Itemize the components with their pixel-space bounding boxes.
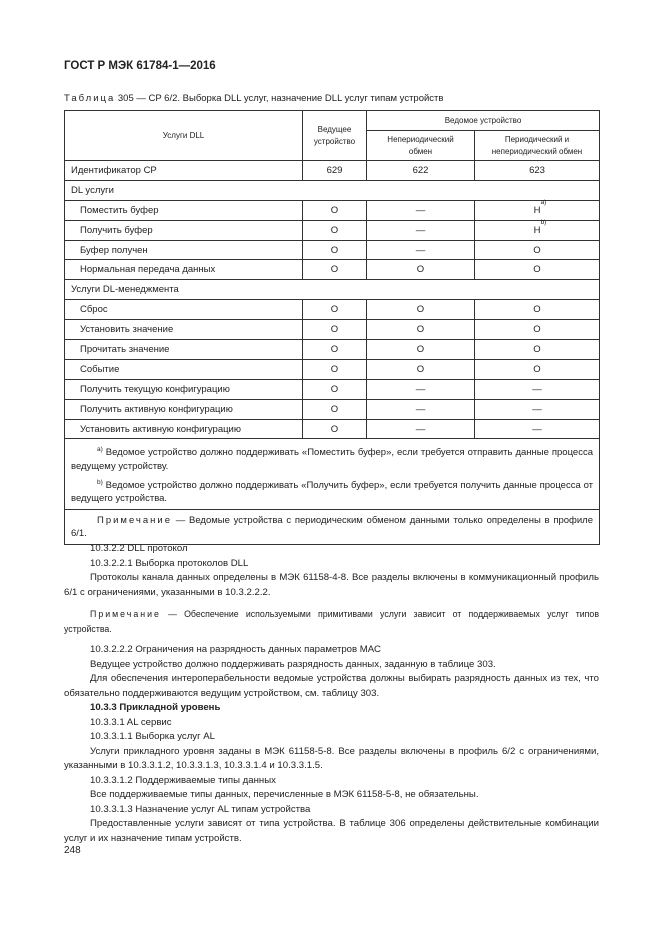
table-note-text: — Ведомые устройства с периодическим обменом данными только определены в профиле 6/1. — [71, 514, 593, 539]
header-periodic: Периодический и непериодический обмен — [475, 131, 600, 161]
table-footnotes — [65, 439, 600, 509]
table-row — [65, 200, 600, 220]
cell-nonperiodic: O — [367, 300, 475, 320]
row-label: Установить активную конфигурацию — [65, 419, 303, 439]
table-row — [65, 260, 600, 280]
section-label: DL услуги — [65, 180, 600, 200]
row-label: Сброс — [65, 300, 303, 320]
table-row — [65, 320, 600, 340]
table-section-row — [65, 280, 600, 300]
cell-periodic: O — [475, 340, 600, 360]
header-master: Ведущее устройство — [303, 111, 367, 161]
table-row — [65, 359, 600, 379]
cell-master: 629 — [303, 161, 367, 181]
cell-periodic: O — [475, 320, 600, 340]
table-section-row — [65, 180, 600, 200]
cell-nonperiodic: O — [367, 359, 475, 379]
row-label: Идентификатор СР — [65, 161, 303, 181]
row-label: Поместить буфер — [65, 200, 303, 220]
page-number: 248 — [64, 845, 81, 856]
note-label: Примечание — [90, 609, 161, 619]
table-note-label: Примечание — [97, 514, 172, 526]
header-slave: Ведомое устройство — [367, 111, 600, 131]
paragraph: Все поддерживаемые типы данных, перечисленные в МЭК 61158-5-8, не обязательны. — [90, 789, 479, 800]
section-heading: 10.3.3.1.1 Выборка услуг AL — [90, 731, 215, 742]
row-label: Получить активную конфигурацию — [65, 399, 303, 419]
header-services: Услуги DLL — [65, 111, 303, 161]
table-caption-text: 305 — CP 6/2. Выборка DLL услуг, назначение DLL услуг типам устройств — [115, 93, 444, 104]
cell-master: O — [303, 300, 367, 320]
row-label: Получить текущую конфигурацию — [65, 379, 303, 399]
table-row — [65, 340, 600, 360]
cell-nonperiodic: O — [367, 320, 475, 340]
cell-nonperiodic: — — [367, 220, 475, 240]
footnote-a-text: Ведомое устройство должно поддерживать «Поместить буфер», если требуется отправить данные процесса ведущему устройству. — [71, 447, 593, 472]
table-note — [65, 509, 600, 544]
cell-master: O — [303, 220, 367, 240]
section-heading: 10.3.2.2.1 Выборка протоколов DLL — [90, 557, 249, 569]
cell-periodic: — — [475, 419, 600, 439]
row-label: Установить значение — [65, 320, 303, 340]
cell-periodic: O — [475, 300, 600, 320]
services-table — [64, 110, 600, 545]
table-row — [65, 240, 600, 260]
body-text — [64, 542, 599, 846]
cell-nonperiodic: — — [367, 379, 475, 399]
footnote-ref: a) — [540, 198, 547, 206]
table-row — [65, 220, 600, 240]
table-row — [65, 300, 600, 320]
section-heading: 10.3.3.1.3 Назначение услуг AL типам устройства — [90, 803, 311, 815]
cell-periodic-value: H — [533, 224, 541, 236]
table-note-row — [65, 509, 600, 544]
cell-periodic-value: H — [533, 204, 541, 216]
cell-master: O — [303, 359, 367, 379]
paragraph: Для обеспечения интероперабельности ведомые устройства должны выбирать разрядность данных из тех, что обязательно поддерживаются ведущим устройством, см. таблицу 303. — [64, 673, 599, 699]
cell-master: O — [303, 419, 367, 439]
note-paragraph — [64, 607, 599, 636]
table-caption — [64, 93, 443, 104]
cell-periodic: O — [475, 240, 600, 260]
cell-nonperiodic: 622 — [367, 161, 475, 181]
section-heading: 10.3.2.2 DLL протокол — [90, 543, 188, 554]
cell-nonperiodic: O — [367, 260, 475, 280]
cell-periodic: O — [475, 260, 600, 280]
row-label: Нормальная передача данных — [65, 260, 303, 280]
section-label: Услуги DL-менеджмента — [65, 280, 600, 300]
cell-periodic: O — [475, 359, 600, 379]
paragraph: Ведущее устройство должно поддерживать разрядность данных, заданную в таблице 303. — [90, 658, 496, 670]
table-footnote-row — [65, 439, 600, 509]
section-heading: 10.3.3.1.2 Поддерживаемые типы данных — [90, 774, 276, 786]
table-row — [65, 399, 600, 419]
footnote-b-mark: b) — [97, 478, 103, 486]
cell-master: O — [303, 320, 367, 340]
footnote-b — [71, 476, 593, 505]
cell-periodic: — — [475, 379, 600, 399]
cell-master: O — [303, 379, 367, 399]
paragraph: Предоставленные услуги зависят от типа устройства. В таблице 306 определены действительные комбинации услуг и их назначение типам устройств. — [64, 818, 599, 844]
table-row — [65, 419, 600, 439]
paragraph: Протоколы канала данных определены в МЭК 61158-4-8. Все разделы включены в коммуникационный профиль 6/1 с ограничениями, указанными в 10.3.2.2.2. — [64, 572, 599, 598]
row-label: Получить буфер — [65, 220, 303, 240]
cell-master: O — [303, 240, 367, 260]
row-label: Прочитать значение — [65, 340, 303, 360]
table-caption-label: Таблица — [64, 93, 116, 104]
section-heading-bold: 10.3.3 Прикладной уровень — [90, 702, 221, 713]
cell-periodic: — — [475, 399, 600, 419]
cell-periodic — [475, 220, 600, 240]
row-label: Буфер получен — [65, 240, 303, 260]
cell-nonperiodic: — — [367, 200, 475, 220]
cell-master: O — [303, 260, 367, 280]
paragraph: Услуги прикладного уровня заданы в МЭК 61158-5-8. Все разделы включены в профиль 6/2 с ограничениями, указанными в 10.3.3.1.2, 10.3.3.1.3, 10.3.3.1.4 и 10.3.3.1.5. — [64, 745, 599, 771]
table-row — [65, 379, 600, 399]
footnote-ref: b) — [540, 218, 547, 226]
note-text: — Обеспечение используемыми примитивами услуги зависит от поддерживаемых услуг типов устройства. — [64, 609, 599, 634]
cell-master: O — [303, 340, 367, 360]
cell-nonperiodic: — — [367, 399, 475, 419]
section-heading: 10.3.3.1 AL сервис — [90, 716, 172, 728]
cell-periodic: 623 — [475, 161, 600, 181]
section-heading: 10.3.2.2.2 Ограничения на разрядность данных параметров МАС — [90, 644, 381, 655]
cell-master: O — [303, 399, 367, 419]
cell-nonperiodic: — — [367, 240, 475, 260]
footnote-a-mark: a) — [97, 446, 103, 454]
cell-nonperiodic: — — [367, 419, 475, 439]
footnote-a — [71, 443, 593, 472]
document-header: ГОСТ Р МЭК 61784-1—2016 — [64, 60, 216, 72]
row-label: Событие — [65, 359, 303, 379]
cell-nonperiodic: O — [367, 340, 475, 360]
cell-periodic — [475, 200, 600, 220]
footnote-b-text: Ведомое устройство должно поддерживать «Получить буфер», если требуется получить данные процесса от ведущего устройства. — [71, 479, 593, 504]
table-row — [65, 161, 600, 181]
cell-master: O — [303, 200, 367, 220]
header-nonperiodic: Непериодический обмен — [367, 131, 475, 161]
